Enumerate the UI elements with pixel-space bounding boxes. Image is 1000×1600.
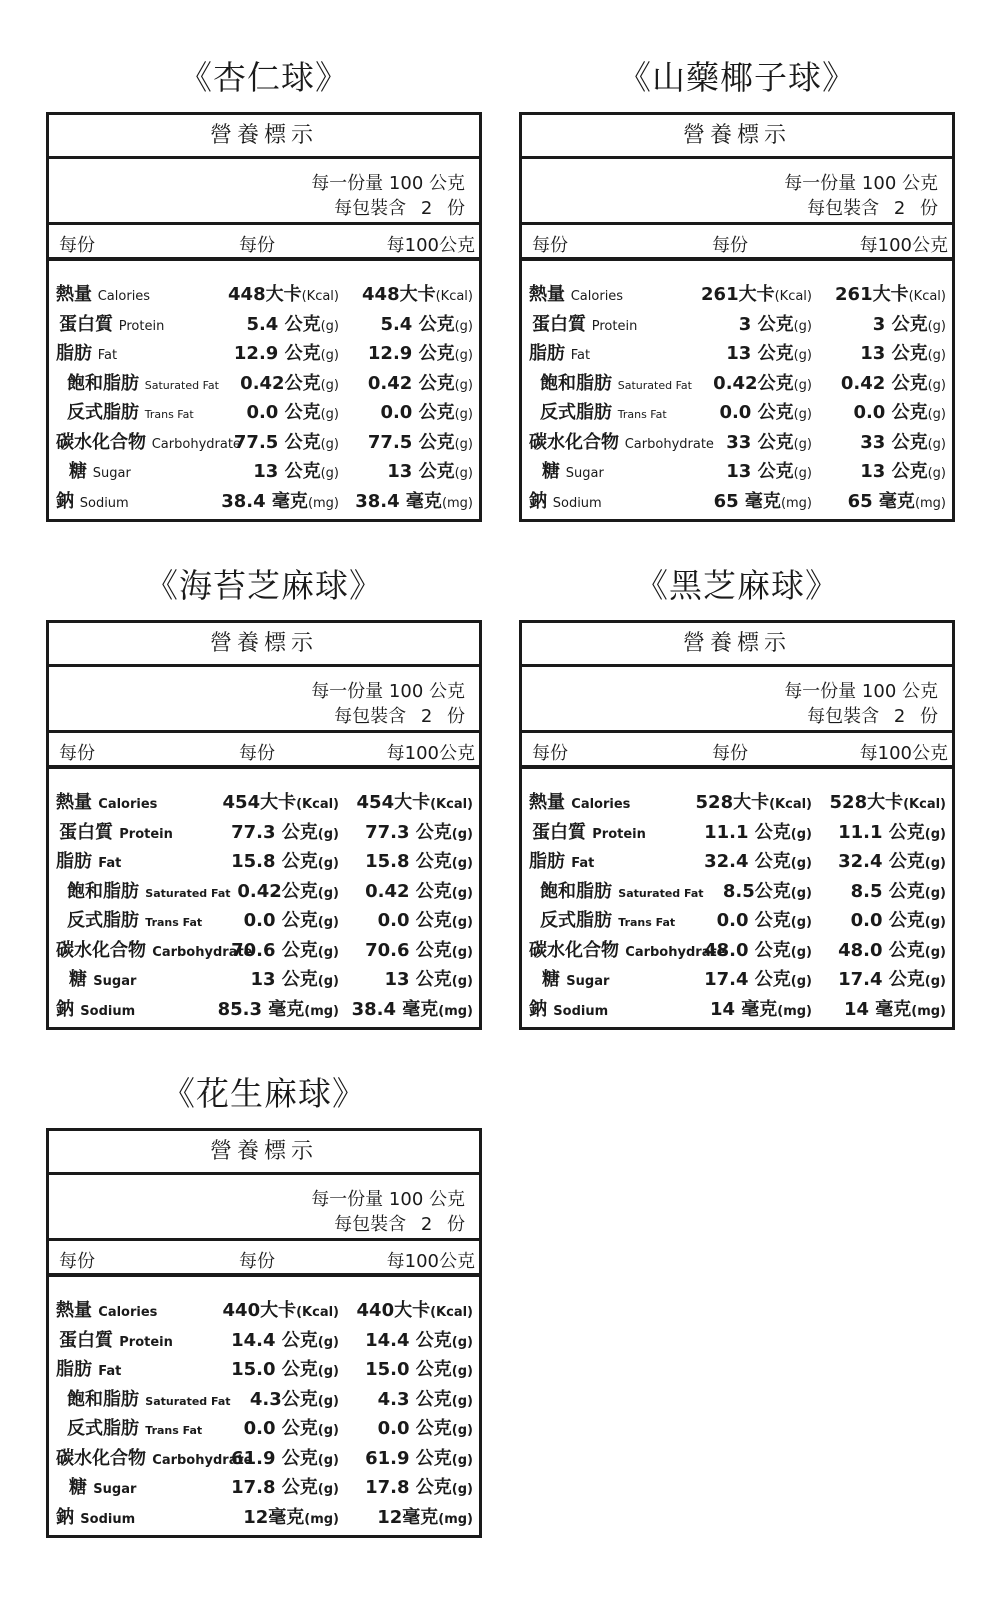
product-almond	[46, 52, 482, 522]
product-title: 《黑芝麻球》	[635, 566, 839, 605]
value-per-100g: 12毫克(mg)	[377, 1506, 473, 1528]
value-per-serving: 61.9 公克(g)	[231, 1447, 339, 1469]
nutrient-row-calories	[522, 277, 952, 307]
value-per-serving: 11.1 公克(g)	[704, 821, 812, 843]
nutrient-row-fat	[49, 844, 479, 874]
value-per-serving: 440大卡(Kcal)	[222, 1300, 339, 1321]
value-per-100g: 70.6 公克(g)	[365, 939, 473, 961]
nutrient-row-sugar	[49, 962, 479, 992]
nutrient-row-trans-fat	[49, 395, 479, 425]
nutrient-name: 飽和脂肪 Saturated Fat	[67, 1388, 231, 1410]
nutrient-row-trans-fat	[522, 395, 952, 425]
nutrient-name: 蛋白質 Protein	[59, 1329, 173, 1351]
nutrient-name: 碳水化合物 Carbohydrate	[529, 939, 726, 961]
value-per-100g: 8.5 公克(g)	[850, 880, 946, 902]
value-per-100g: 38.4 毫克(mg)	[355, 490, 473, 512]
value-per-serving: 17.8 公克(g)	[231, 1477, 339, 1498]
value-per-serving: 65 毫克(mg)	[713, 490, 812, 512]
servings-per-pack: 每包裝含 2 份	[334, 706, 465, 727]
column-per-serving: 每份	[712, 743, 748, 764]
nutrition-label	[46, 620, 482, 1030]
nutrition-label	[519, 620, 955, 1030]
serving-size: 每一份量 100 公克	[311, 173, 465, 194]
nutrient-row-calories	[49, 277, 479, 307]
serving-info	[522, 667, 952, 733]
label-header: 營養標示	[522, 115, 952, 159]
nutrient-name: 鈉 Sodium	[529, 490, 602, 512]
value-per-100g: 261大卡(Kcal)	[835, 284, 946, 305]
value-per-100g: 13 公克(g)	[387, 461, 473, 482]
nutrient-name: 蛋白質 Protein	[59, 821, 173, 843]
value-per-serving: 454大卡(Kcal)	[222, 792, 339, 813]
nutrient-name: 飽和脂肪 Saturated Fat	[67, 372, 219, 394]
value-per-serving: 48.0 公克(g)	[704, 939, 812, 961]
product-title: 《海苔芝麻球》	[145, 566, 383, 605]
nutrient-name: 蛋白質 Protein	[532, 313, 638, 335]
value-per-100g: 0.0 公克(g)	[853, 402, 946, 423]
nutrient-name: 反式脂肪 Trans Fat	[540, 910, 676, 931]
nutrient-row-fat	[522, 844, 952, 874]
value-per-serving: 17.4 公克(g)	[704, 969, 812, 990]
nutrient-row-carbohydrate	[522, 425, 952, 455]
nutrient-row-trans-fat	[49, 903, 479, 933]
value-per-serving: 528大卡(Kcal)	[695, 792, 812, 813]
nutrient-name: 熱量 Calories	[529, 792, 631, 813]
nutrient-name: 反式脂肪 Trans Fat	[67, 1418, 203, 1439]
nutrient-row-carbohydrate	[49, 425, 479, 455]
nutrient-name: 熱量 Calories	[56, 284, 151, 305]
value-per-serving: 0.0 公克(g)	[243, 1418, 339, 1439]
value-per-100g: 0.42 公克(g)	[840, 372, 946, 394]
column-per-100g: 每100公克	[859, 235, 948, 256]
nutrient-name: 脂肪 Fat	[56, 851, 122, 872]
column-per-serving: 每份	[712, 235, 748, 256]
value-per-100g: 454大卡(Kcal)	[356, 792, 473, 813]
value-per-serving: 0.42公克(g)	[237, 880, 339, 902]
nutrient-name: 糖 Sugar	[69, 461, 131, 482]
value-per-100g: 3 公克(g)	[872, 313, 946, 335]
nutrient-row-calories	[49, 785, 479, 815]
nutrient-name: 糖 Sugar	[542, 461, 604, 482]
value-per-100g: 0.42 公克(g)	[365, 880, 473, 902]
value-per-100g: 48.0 公克(g)	[838, 939, 946, 961]
nutrient-row-fat	[49, 336, 479, 366]
nutrient-name: 蛋白質 Protein	[532, 821, 646, 843]
value-per-serving: 13 公克(g)	[250, 969, 339, 990]
value-per-100g: 32.4 公克(g)	[838, 851, 946, 872]
product-black-sesame	[519, 560, 955, 1030]
nutrient-row-sugar	[522, 454, 952, 484]
nutrient-name: 反式脂肪 Trans Fat	[67, 402, 194, 423]
value-per-100g: 17.8 公克(g)	[365, 1477, 473, 1498]
value-per-serving: 14.4 公克(g)	[231, 1329, 339, 1351]
product-title: 《杏仁球》	[179, 58, 349, 97]
serving-size: 每一份量 100 公克	[311, 1189, 465, 1210]
nutrient-name: 脂肪 Fat	[529, 343, 591, 364]
value-per-100g: 15.0 公克(g)	[365, 1359, 473, 1380]
value-per-serving: 12毫克(mg)	[243, 1506, 339, 1528]
value-per-serving: 13 公克(g)	[253, 461, 339, 482]
value-per-serving: 38.4 毫克(mg)	[221, 490, 339, 512]
nutrient-name: 鈉 Sodium	[56, 998, 136, 1020]
nutrient-row-protein	[522, 307, 952, 337]
nutrient-name: 鈉 Sodium	[56, 1506, 136, 1528]
nutrient-row-calories	[49, 1293, 479, 1323]
nutrient-row-sodium	[522, 992, 952, 1022]
value-per-serving: 8.5公克(g)	[722, 880, 812, 902]
serving-info	[49, 159, 479, 225]
column-header-row	[49, 1241, 479, 1277]
nutrient-row-sugar	[49, 1470, 479, 1500]
value-per-100g: 13 公克(g)	[860, 343, 946, 364]
column-per-serving: 每份	[239, 235, 275, 256]
column-label: 每份	[532, 235, 568, 256]
value-per-100g: 0.0 公克(g)	[380, 402, 473, 423]
nutrition-label	[46, 1128, 482, 1538]
value-per-100g: 13 公克(g)	[860, 461, 946, 482]
value-per-100g: 448大卡(Kcal)	[362, 284, 473, 305]
servings-per-pack: 每包裝含 2 份	[334, 1214, 465, 1235]
value-per-serving: 13 公克(g)	[726, 461, 812, 482]
nutrient-row-protein	[522, 815, 952, 845]
serving-size: 每一份量 100 公克	[311, 681, 465, 702]
value-per-serving: 0.0 公克(g)	[716, 910, 812, 931]
nutrient-name: 熱量 Calories	[529, 284, 624, 305]
nutrient-name: 飽和脂肪 Saturated Fat	[67, 880, 231, 902]
value-per-serving: 4.3公克(g)	[249, 1388, 339, 1410]
nutrition-label	[519, 112, 955, 522]
value-per-serving: 12.9 公克(g)	[233, 343, 339, 364]
nutrient-rows	[49, 261, 479, 513]
nutrient-row-carbohydrate	[49, 933, 479, 963]
value-per-100g: 11.1 公克(g)	[838, 821, 946, 843]
nutrient-name: 反式脂肪 Trans Fat	[540, 402, 667, 423]
serving-info	[49, 667, 479, 733]
value-per-serving: 32.4 公克(g)	[704, 851, 812, 872]
value-per-serving: 5.4 公克(g)	[246, 313, 339, 335]
nutrient-name: 碳水化合物 Carbohydrate	[56, 1447, 253, 1469]
column-per-serving: 每份	[239, 1251, 275, 1272]
nutrient-row-fat	[522, 336, 952, 366]
nutrient-row-trans-fat	[522, 903, 952, 933]
value-per-serving: 0.0 公克(g)	[246, 402, 339, 423]
value-per-serving: 0.0 公克(g)	[719, 402, 812, 423]
nutrient-row-calories	[522, 785, 952, 815]
servings-per-pack: 每包裝含 2 份	[807, 198, 938, 219]
value-per-serving: 15.8 公克(g)	[231, 851, 339, 872]
value-per-100g: 77.5 公克(g)	[367, 431, 473, 453]
nutrient-name: 碳水化合物 Carbohydrate	[56, 431, 241, 453]
value-per-serving: 77.5 公克(g)	[233, 431, 339, 453]
product-title: 《花生麻球》	[162, 1074, 366, 1113]
nutrient-row-carbohydrate	[522, 933, 952, 963]
value-per-100g: 65 毫克(mg)	[847, 490, 946, 512]
value-per-100g: 17.4 公克(g)	[838, 969, 946, 990]
value-per-serving: 0.42公克(g)	[240, 372, 339, 394]
nutrient-name: 飽和脂肪 Saturated Fat	[540, 880, 704, 902]
nutrient-name: 鈉 Sodium	[56, 490, 129, 512]
value-per-serving: 261大卡(Kcal)	[701, 284, 812, 305]
nutrient-row-sugar	[49, 454, 479, 484]
nutrient-name: 脂肪 Fat	[529, 851, 595, 872]
value-per-100g: 4.3 公克(g)	[377, 1388, 473, 1410]
product-title: 《山藥椰子球》	[618, 58, 856, 97]
nutrient-rows	[522, 261, 952, 513]
value-per-serving: 70.6 公克(g)	[231, 939, 339, 961]
value-per-serving: 448大卡(Kcal)	[228, 284, 339, 305]
product-yam-coconut	[519, 52, 955, 522]
product-peanut	[46, 1068, 482, 1538]
nutrient-name: 反式脂肪 Trans Fat	[67, 910, 203, 931]
nutrient-row-sodium	[522, 484, 952, 514]
value-per-100g: 61.9 公克(g)	[365, 1447, 473, 1469]
nutrient-row-sugar	[522, 962, 952, 992]
nutrient-name: 脂肪 Fat	[56, 1359, 122, 1380]
value-per-serving: 77.3 公克(g)	[231, 821, 339, 843]
nutrient-name: 熱量 Calories	[56, 1300, 158, 1321]
nutrient-row-saturated-fat	[49, 1382, 479, 1412]
column-header-row	[49, 225, 479, 261]
nutrient-name: 熱量 Calories	[56, 792, 158, 813]
column-label: 每份	[59, 743, 95, 764]
value-per-serving: 3 公克(g)	[738, 313, 812, 335]
servings-per-pack: 每包裝含 2 份	[334, 198, 465, 219]
nutrient-name: 糖 Sugar	[69, 1477, 137, 1498]
column-per-100g: 每100公克	[859, 743, 948, 764]
value-per-100g: 77.3 公克(g)	[365, 821, 473, 843]
nutrient-name: 蛋白質 Protein	[59, 313, 165, 335]
nutrient-row-trans-fat	[49, 1411, 479, 1441]
nutrient-name: 脂肪 Fat	[56, 343, 118, 364]
value-per-100g: 0.0 公克(g)	[850, 910, 946, 931]
value-per-serving: 0.0 公克(g)	[243, 910, 339, 931]
value-per-serving: 14 毫克(mg)	[709, 998, 812, 1020]
nutrient-row-protein	[49, 307, 479, 337]
column-per-100g: 每100公克	[386, 743, 475, 764]
servings-per-pack: 每包裝含 2 份	[807, 706, 938, 727]
value-per-serving: 13 公克(g)	[726, 343, 812, 364]
column-header-row	[522, 225, 952, 261]
nutrient-row-protein	[49, 1323, 479, 1353]
nutrient-name: 碳水化合物 Carbohydrate	[56, 939, 253, 961]
nutrient-rows	[49, 769, 479, 1021]
nutrient-row-sodium	[49, 992, 479, 1022]
value-per-100g: 13 公克(g)	[384, 969, 473, 990]
value-per-serving: 15.0 公克(g)	[231, 1359, 339, 1380]
value-per-serving: 85.3 毫克(mg)	[217, 998, 339, 1020]
label-header: 營養標示	[522, 623, 952, 667]
value-per-100g: 0.0 公克(g)	[377, 1418, 473, 1439]
value-per-100g: 14 毫克(mg)	[843, 998, 946, 1020]
nutrient-row-sodium	[49, 484, 479, 514]
value-per-100g: 528大卡(Kcal)	[829, 792, 946, 813]
nutrient-row-sodium	[49, 1500, 479, 1530]
column-header-row	[522, 733, 952, 769]
value-per-100g: 0.0 公克(g)	[377, 910, 473, 931]
nutrient-row-saturated-fat	[49, 874, 479, 904]
column-per-100g: 每100公克	[386, 235, 475, 256]
serving-info	[522, 159, 952, 225]
value-per-serving: 0.42公克(g)	[713, 372, 812, 394]
nutrient-name: 碳水化合物 Carbohydrate	[529, 431, 714, 453]
serving-size: 每一份量 100 公克	[784, 173, 938, 194]
column-label: 每份	[59, 235, 95, 256]
nutrient-name: 糖 Sugar	[69, 969, 137, 990]
column-per-serving: 每份	[239, 743, 275, 764]
value-per-100g: 15.8 公克(g)	[365, 851, 473, 872]
value-per-serving: 33 公克(g)	[726, 431, 812, 453]
label-header: 營養標示	[49, 1131, 479, 1175]
nutrient-row-saturated-fat	[522, 366, 952, 396]
value-per-100g: 0.42 公克(g)	[367, 372, 473, 394]
nutrient-row-saturated-fat	[522, 874, 952, 904]
nutrient-rows	[49, 1277, 479, 1529]
value-per-100g: 440大卡(Kcal)	[356, 1300, 473, 1321]
nutrient-name: 飽和脂肪 Saturated Fat	[540, 372, 692, 394]
value-per-100g: 12.9 公克(g)	[367, 343, 473, 364]
nutrient-row-carbohydrate	[49, 1441, 479, 1471]
label-header: 營養標示	[49, 115, 479, 159]
nutrient-row-fat	[49, 1352, 479, 1382]
value-per-100g: 38.4 毫克(mg)	[351, 998, 473, 1020]
nutrient-row-saturated-fat	[49, 366, 479, 396]
value-per-100g: 5.4 公克(g)	[380, 313, 473, 335]
value-per-100g: 14.4 公克(g)	[365, 1329, 473, 1351]
column-label: 每份	[59, 1251, 95, 1272]
column-label: 每份	[532, 743, 568, 764]
column-per-100g: 每100公克	[386, 1251, 475, 1272]
nutrient-row-protein	[49, 815, 479, 845]
nutrient-rows	[522, 769, 952, 1021]
nutrient-name: 鈉 Sodium	[529, 998, 609, 1020]
product-seaweed-sesame	[46, 560, 482, 1030]
value-per-100g: 33 公克(g)	[860, 431, 946, 453]
serving-info	[49, 1175, 479, 1241]
nutrition-label	[46, 112, 482, 522]
label-header: 營養標示	[49, 623, 479, 667]
serving-size: 每一份量 100 公克	[784, 681, 938, 702]
column-header-row	[49, 733, 479, 769]
nutrient-name: 糖 Sugar	[542, 969, 610, 990]
